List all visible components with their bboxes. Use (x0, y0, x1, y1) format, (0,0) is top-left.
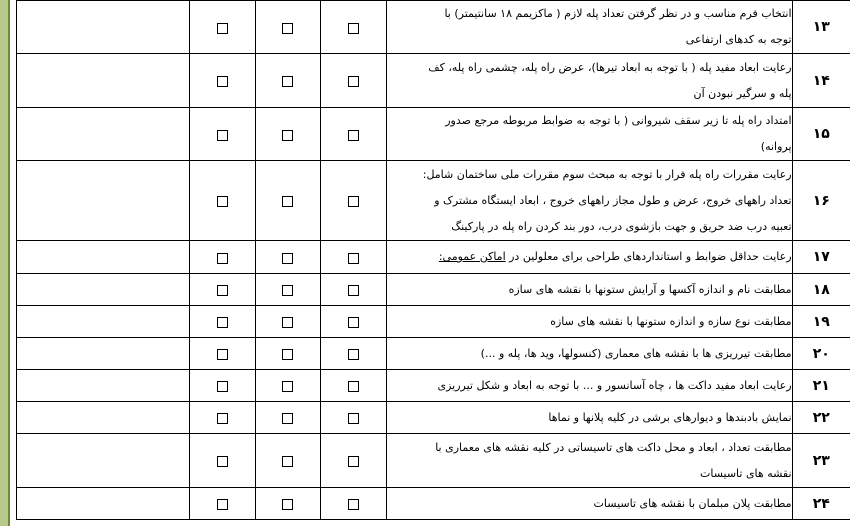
checkbox-cell (255, 370, 321, 402)
checkbox[interactable] (348, 130, 359, 141)
checkbox-cell (190, 338, 256, 370)
checkbox[interactable] (348, 456, 359, 467)
notes-cell (17, 1, 190, 54)
checkbox[interactable] (217, 23, 228, 34)
description-line: رعایت ابعاد مفید داکت ها ، چاه آسانسور و ... با توجه به ابعاد و شکل تیرریزی (437, 378, 792, 392)
checkbox-cell (255, 434, 321, 488)
item-description (386, 241, 792, 274)
checkbox-cell (255, 54, 321, 108)
checkbox[interactable] (217, 456, 228, 467)
checkbox[interactable] (282, 130, 293, 141)
table-row (17, 434, 850, 488)
checkbox-cell (321, 54, 387, 108)
checkbox-cell (190, 1, 256, 54)
checkbox-cell (255, 306, 321, 338)
checkbox-cell (321, 434, 387, 488)
row-number: ۱۶ (792, 161, 850, 241)
checkbox-cell (321, 1, 387, 54)
checkbox[interactable] (217, 196, 228, 207)
table-row (17, 488, 850, 520)
description-text: رعایت حداقل ضوابط و استانداردهای طراحی برای معلولین در (509, 250, 792, 263)
checkbox[interactable] (217, 413, 228, 424)
notes-cell (17, 161, 190, 241)
checkbox[interactable] (282, 349, 293, 360)
checklist-sheet (16, 0, 850, 526)
checkbox-cell (255, 161, 321, 241)
checkbox-cell (321, 370, 387, 402)
notes-cell (17, 108, 190, 161)
description-line: مطابقت تعداد ، ابعاد و محل داکت های تاسیساتی در کلیه نقشه های معماری با (435, 440, 792, 454)
checkbox-cell (190, 241, 256, 274)
row-number: ۱۵ (792, 108, 850, 161)
table-row (17, 370, 850, 402)
checkbox-cell (190, 434, 256, 488)
checkbox-cell (190, 108, 256, 161)
checkbox[interactable] (217, 130, 228, 141)
notes-cell (17, 338, 190, 370)
checkbox[interactable] (348, 413, 359, 424)
checkbox[interactable] (348, 317, 359, 328)
checkbox-cell (321, 306, 387, 338)
checkbox[interactable] (348, 285, 359, 296)
checkbox[interactable] (282, 381, 293, 392)
checkbox-cell (255, 241, 321, 274)
notes-cell (17, 306, 190, 338)
checkbox[interactable] (282, 196, 293, 207)
notes-cell (17, 402, 190, 434)
description-line: مطابقت نوع سازه و اندازه ستونها با نقشه های سازه (550, 314, 792, 328)
checkbox[interactable] (217, 253, 228, 264)
description-line: پروانه) (760, 140, 792, 153)
row-number: ۱۸ (792, 274, 850, 306)
description-line: توجه به کدهای ارتفاعی (685, 33, 792, 46)
table-row (17, 274, 850, 306)
description-line: پله و سرگیر نبودن آن (693, 86, 792, 100)
checkbox[interactable] (348, 196, 359, 207)
item-description (386, 338, 792, 370)
item-description (386, 54, 792, 108)
row-number: ۲۰ (792, 338, 850, 370)
notes-cell (17, 241, 190, 274)
page-margin-bar (0, 0, 8, 526)
description-line: رعایت مقررات راه پله فرار با توجه به مبحث سوم مقررات ملی ساختمان شامل: (422, 167, 792, 181)
description-line (387, 244, 792, 270)
checkbox[interactable] (348, 499, 359, 510)
row-number: ۲۳ (792, 434, 850, 488)
checkbox[interactable] (217, 381, 228, 392)
description-line: تعبیه درب ضد حریق و جهت بازشوی درب، دور بند کردن راه پله در پارکینگ (451, 219, 792, 233)
checkbox[interactable] (282, 317, 293, 328)
table-row (17, 54, 850, 108)
item-description (386, 108, 792, 161)
checklist-table (16, 0, 850, 520)
checkbox-cell (321, 161, 387, 241)
checkbox-cell (255, 488, 321, 520)
checkbox-cell (255, 274, 321, 306)
checkbox[interactable] (217, 317, 228, 328)
checkbox-cell (321, 241, 387, 274)
checkbox[interactable] (217, 349, 228, 360)
checkbox-cell (321, 338, 387, 370)
checkbox-cell (321, 108, 387, 161)
notes-cell (17, 370, 190, 402)
row-number: ۲۲ (792, 402, 850, 434)
table-row (17, 402, 850, 434)
table-row (17, 338, 850, 370)
row-number: ۱۳ (792, 1, 850, 54)
checkbox[interactable] (282, 285, 293, 296)
description-underlined-text: اماکن عمومی: (438, 250, 506, 263)
checkbox[interactable] (282, 253, 293, 264)
item-description (386, 488, 792, 520)
checkbox-cell (255, 108, 321, 161)
checkbox[interactable] (282, 499, 293, 510)
row-number: ۱۴ (792, 54, 850, 108)
item-description (386, 434, 792, 488)
checkbox-cell (321, 274, 387, 306)
checkbox-cell (321, 488, 387, 520)
checkbox[interactable] (348, 76, 359, 87)
notes-cell (17, 488, 190, 520)
checkbox[interactable] (348, 381, 359, 392)
notes-cell (17, 54, 190, 108)
page-margin-line (8, 0, 10, 526)
item-description (386, 161, 792, 241)
description-line: انتخاب فرم مناسب و در نظر گرفتن تعداد پله لازم ( ماکزیمم ۱۸ سانتیمتر) با (444, 7, 792, 20)
item-description (386, 274, 792, 306)
checkbox[interactable] (348, 253, 359, 264)
row-number: ۱۹ (792, 306, 850, 338)
row-number: ۲۱ (792, 370, 850, 402)
checkbox[interactable] (282, 76, 293, 87)
checkbox-cell (190, 370, 256, 402)
checkbox-cell (255, 402, 321, 434)
checkbox-cell (190, 161, 256, 241)
checkbox-cell (255, 1, 321, 54)
checkbox-cell (190, 402, 256, 434)
checkbox[interactable] (348, 349, 359, 360)
checkbox-cell (255, 338, 321, 370)
checkbox[interactable] (348, 23, 359, 34)
item-description (386, 370, 792, 402)
checkbox-cell (190, 54, 256, 108)
checkbox-cell (190, 306, 256, 338)
description-line: نمایش بادبندها و دیوارهای برشی در کلیه پلانها و نماها (548, 410, 792, 424)
table-row (17, 108, 850, 161)
table-row (17, 241, 850, 274)
checkbox[interactable] (217, 76, 228, 87)
row-number: ۲۴ (792, 488, 850, 520)
description-line: مطابقت نام و اندازه آکسها و آرایش ستونها با نقشه های سازه (508, 282, 792, 296)
description-line: تعداد راههای خروج، عرض و طول مجاز راههای خروج ، ابعاد ایستگاه مشترک و (434, 193, 792, 207)
checkbox-cell (190, 274, 256, 306)
checkbox-cell (190, 488, 256, 520)
checkbox[interactable] (282, 456, 293, 467)
table-row (17, 306, 850, 338)
item-description (386, 402, 792, 434)
description-line: رعایت ابعاد مفید پله ( با توجه به ابعاد تیرها)، عرض راه پله، چشمی راه پله، کف (428, 60, 792, 74)
notes-cell (17, 274, 190, 306)
checkbox[interactable] (282, 23, 293, 34)
item-description (386, 1, 792, 54)
table-row (17, 161, 850, 241)
checkbox[interactable] (217, 285, 228, 296)
description-line: امتداد راه پله تا زیر سقف شیروانی ( با توجه به ضوابط مربوطه مرجع صدور (445, 114, 792, 127)
item-description (386, 306, 792, 338)
row-number: ۱۷ (792, 241, 850, 274)
description-line: نقشه های تاسیسات (699, 466, 792, 480)
checkbox[interactable] (282, 413, 293, 424)
table-row (17, 1, 850, 54)
description-line: مطابقت پلان مبلمان با نقشه های تاسیسات (593, 496, 792, 510)
description-line: مطابقت تیرریزی ها با نقشه های معماری (کنسولها، وید ها، پله و ...) (480, 346, 792, 360)
checkbox[interactable] (217, 499, 228, 510)
checkbox-cell (321, 402, 387, 434)
notes-cell (17, 434, 190, 488)
